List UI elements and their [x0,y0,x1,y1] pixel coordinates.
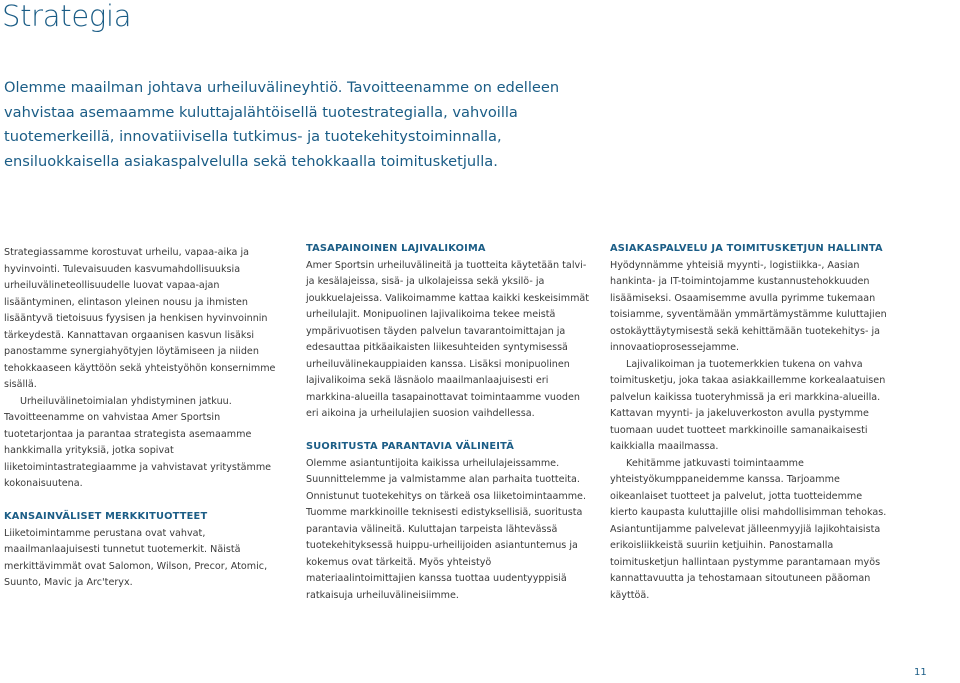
lead-paragraph: Olemme maailman johtava urheiluvälineyhtiö. Tavoitteenamme on edelleen vahvistaa asemaamme kuluttajalähtöisellä tuotestrategialla, vahvoilla tuotemerkeillä, innovatiivisella tutkimus- ja tuotekehitystoiminnalla, ensiluokkaisella asiakaspalvelulla sekä tehokkaalla toimitusketjulla. [4,79,560,170]
body-paragraph: Hyödynnämme yhteisiä myynti-, logistiikka-, Aasian hankinta- ja IT-toimintojamme kustannustehokkuuden lisäämiseksi. Osaamisemme avulla pyrimme tukemaan toisiamme, syventämään ymmärtämystämme kuluttajien ostokäyttäytymisestä sekä kehittämään tuotekehitys- ja innovaatioprosessejamme. [610,259,887,353]
body-paragraph: Olemme asiantuntijoita kaikissa urheilulajeissamme. Suunnittelemme ja valmistamme alan parhaita tuotteita. Onnistunut tuotekehitys on tärkeä osa liiketoimintaamme. Tuomme markkinoille teknisesti edistyksellisiä, suoritusta parantavia välineitä. Kuluttajan tarpeista lähtevässä tuotekehityksessä huippu-urheilijoiden asiantuntemus ja kokemus ovat tärkeitä. Myös yhteistyö materiaalintoimittajien kanssa tuottaa uudentyyppisiä ratkaisuja urheiluvälineisiimme. [306,457,587,601]
section-heading-customer-service: ASIAKASPALVELU JA TOIMITUSKETJUN HALLINTA [610,243,883,254]
body-paragraph: Urheiluvälinetoimialan yhdistyminen jatkuu. Tavoitteenamme on vahvistaa Amer Sportsin tuotetarjontaa ja parantaa strategista asemaamme hankkimalla yrityksiä, jotka sopivat liiketoimintastrategiaamme ja vahvistavat yritystämme kokonaisuutena. [4,395,272,489]
column-left [4,245,289,592]
page-number: 11 [914,667,927,678]
section-heading-performance: SUORITUSTA PARANTAVIA VÄLINEITÄ [306,441,515,452]
body-paragraph: Strategiassamme korostuvat urheilu, vapaa-aika ja hyvinvointi. Tulevaisuuden kasvumahdollisuuksia urheiluvälineteollisuudelle luovat vapaa-ajan lisääntyminen, elintason yleinen nousu ja ihmisten lisääntyvä tietoisuus fyysisen ja henkisen hyvinvoinnin tärkeydestä. Kannattavan orgaanisen kasvun lisäksi panostamme synergiahyötyjen löytämiseen ja niiden tehokkaaseen käyttöön sekä yhteistyöhön konsernimme sisällä. [4,247,276,390]
paragraph-spacer [306,423,591,440]
section-heading-brands: KANSAINVÄLISET MERKKITUOTTEET [4,511,208,522]
section-heading-sports-range: TASAPAINOINEN LAJIVALIKOIMA [306,243,486,254]
column-right [610,245,890,604]
column-middle [306,245,591,604]
page-title: Strategia [2,0,132,33]
body-paragraph: Lajivalikoiman ja tuotemerkkien tukena on vahva toimitusketju, joka takaa asiakkaillemme korkealaatuisen palvelun kaikissa tuoteryhmissä ja eri markkina-alueilla. Kattavan myynti- ja jakeluverkoston avulla pystymme tuomaan uudet tuotteet markkinoille samanaikaisesti kaikkialla maailmassa. [610,358,886,452]
body-paragraph: Kehitämme jatkuvasti toimintaamme yhteistyökumppaneidemme kanssa. Tarjoamme oikeanlaiset tuotteet ja palvelut, jotta tuotteidemme kierto kaupasta kuluttajille olisi mahdollisimman tehokas. Asiantuntijamme palvelevat jälleenmyyjiä lajikohtaisista erikoisliikkeistä suuriin ketjuihin. Panostamalla toimitusketjun hallintaan pystymme parantamaan myös kannattavuutta ja tehostamaan sitoutuneen pääoman käyttöä. [610,457,887,601]
paragraph-spacer [4,493,289,510]
body-paragraph: Liiketoimintamme perustana ovat vahvat, maailmanlaajuisesti tunnetut tuotemerkit. Näistä merkittävimmät ovat Salomon, Wilson, Precor, Atomic, Suunto, Mavic ja Arc'teryx. [4,527,268,588]
body-paragraph: Amer Sportsin urheiluvälineitä ja tuotteita käytetään talvi- ja kesälajeissa, sisä- ja ulkolajeissa sekä yksilö- ja joukkuelajeissa. Valikoimamme kattaa kaikki keskeisimmät urheilulajit. Monipuolinen lajivalikoima tekee meistä ympärivuotisen täyden palvelun tavarantoimittajan ja edesauttaa pitkäaikaisten liikesuhteiden syntymisessä urheiluvälinekauppiaiden kanssa. Lisäksi monipuolinen lajivalikoima sekä läsnäolo maailmanlaajuisesti eri markkina-alueilla tasapainottavat toimintaamme vuoden eri aikoina ja urheilulajien suosion vaihdellessa. [306,259,590,419]
